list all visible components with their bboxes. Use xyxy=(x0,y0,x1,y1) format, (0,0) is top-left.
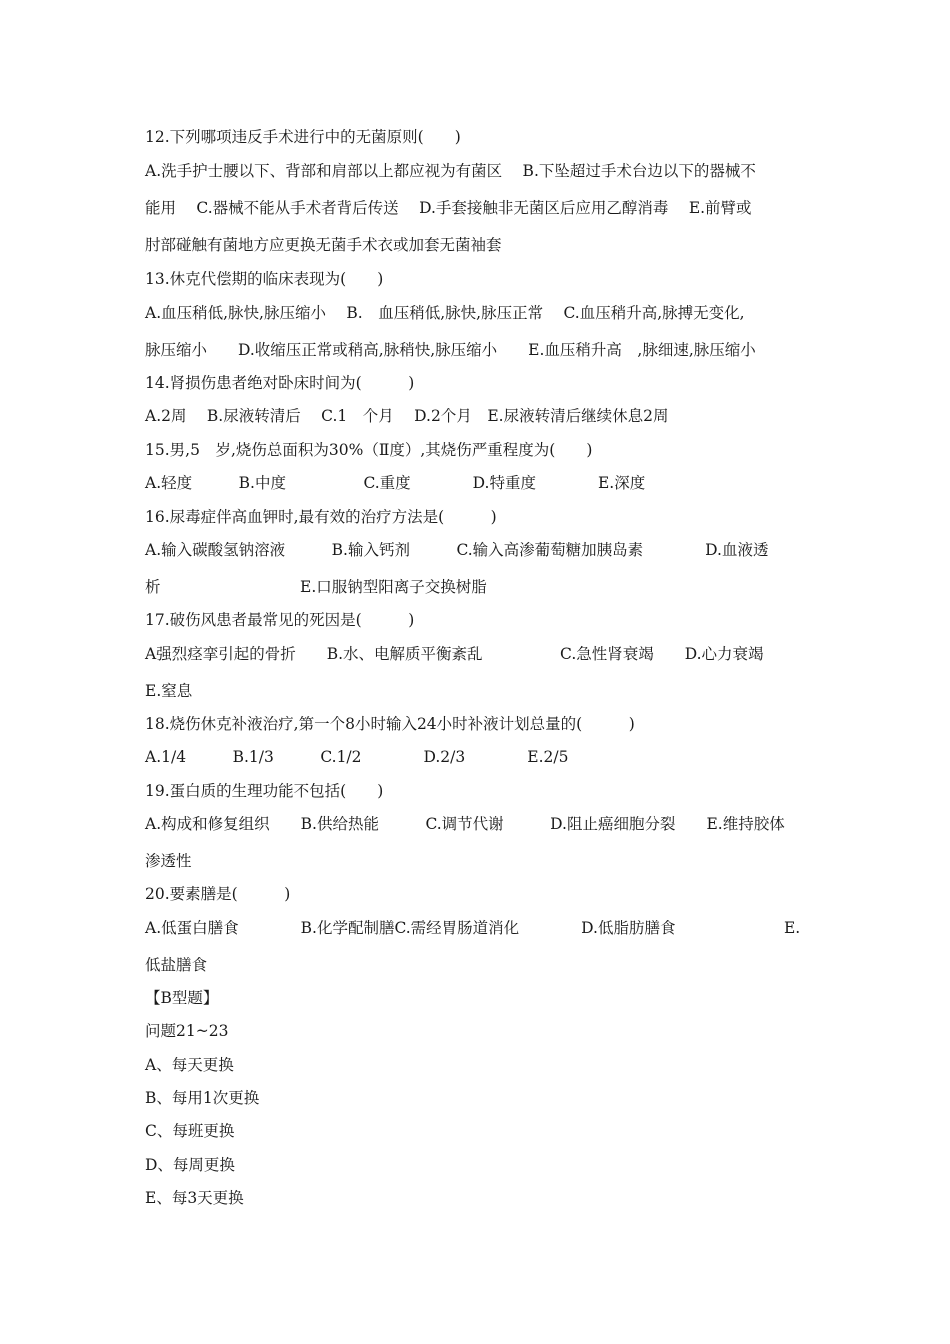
section-option-c: C、每班更换 xyxy=(145,1122,235,1140)
question-12-options-line-2: 能用 C.器械不能从手术者背后传送 D.手套接触非无菌区后应用乙醇消毒 E.前臂或 xyxy=(145,199,752,217)
question-13-options-line-1: A.血压稍低,脉快,脉压缩小 B. 血压稍低,脉快,脉压正常 C.血压稍升高,脉搏无变化, xyxy=(145,304,745,322)
question-16-stem: 16.尿毒症伴高血钾时,最有效的治疗方法是( ) xyxy=(145,508,497,526)
question-15-options-line-1: A.轻度 B.中度 C.重度 D.特重度 E.深度 xyxy=(145,474,646,492)
section-option-e: E、每3天更换 xyxy=(145,1189,244,1207)
question-18-stem: 18.烧伤休克补液治疗,第一个8小时输入24小时补液计划总量的( ) xyxy=(145,715,635,733)
question-19-stem: 19.蛋白质的生理功能不包括( ) xyxy=(145,782,384,800)
question-13-stem: 13.休克代偿期的临床表现为( ) xyxy=(145,270,384,288)
question-19-options-line-2: 渗透性 xyxy=(145,852,192,870)
question-20-options-line-1: A.低蛋白膳食 B.化学配制膳C.需经胃肠道消化 D.低脂肪膳食 E. xyxy=(145,919,801,937)
question-12-options-line-1: A.洗手护士腰以下、背部和肩部以上都应视为有菌区 B.下坠超过手术台边以下的器械不 xyxy=(145,162,756,180)
question-15-stem: 15.男,5 岁,烧伤总面积为30%（Ⅱ度）,其烧伤严重程度为( ) xyxy=(145,441,593,459)
section-group-label: 问题21~23 xyxy=(145,1022,229,1040)
question-13-options-line-2: 脉压缩小 D.收缩压正常或稍高,脉稍快,脉压缩小 E.血压稍升高 ,脉细速,脉压缩小 xyxy=(145,341,756,359)
question-20-options-line-2: 低盐膳食 xyxy=(145,956,208,974)
question-16-options-line-1: A.输入碳酸氢钠溶液 B.输入钙剂 C.输入高渗葡萄糖加胰岛素 D.血液透 xyxy=(145,541,769,559)
question-19-options-line-1: A.构成和修复组织 B.供给热能 C.调节代谢 D.阻止癌细胞分裂 E.维持胶体 xyxy=(145,815,785,833)
section-option-b: B、每用1次更换 xyxy=(145,1089,260,1107)
section-option-d: D、每周更换 xyxy=(145,1156,235,1174)
question-17-stem: 17.破伤风患者最常见的死因是( ) xyxy=(145,611,415,629)
question-12-options-line-3: 肘部碰触有菌地方应更换无菌手术衣或加套无菌袖套 xyxy=(145,236,502,254)
question-16-options-line-2: 析 E.口服钠型阳离子交换树脂 xyxy=(145,578,487,596)
question-14-stem: 14.肾损伤患者绝对卧床时间为( ) xyxy=(145,374,415,392)
question-17-options-line-2: E.窒息 xyxy=(145,682,193,700)
question-12-stem: 12.下列哪项违反手术进行中的无菌原则( ) xyxy=(145,128,461,146)
section-option-a: A、每天更换 xyxy=(145,1056,234,1074)
question-18-options-line-1: A.1/4 B.1/3 C.1/2 D.2/3 E.2/5 xyxy=(145,748,569,766)
question-20-stem: 20.要素膳是( ) xyxy=(145,885,291,903)
question-17-options-line-1: A强烈痉挛引起的骨折 B.水、电解质平衡紊乱 C.急性肾衰竭 D.心力衰竭 xyxy=(145,645,764,663)
question-14-options-line-1: A.2周 B.尿液转清后 C.1 个月 D.2个月 E.尿液转清后继续休息2周 xyxy=(145,407,669,425)
section-title: 【B型题】 xyxy=(145,989,219,1007)
